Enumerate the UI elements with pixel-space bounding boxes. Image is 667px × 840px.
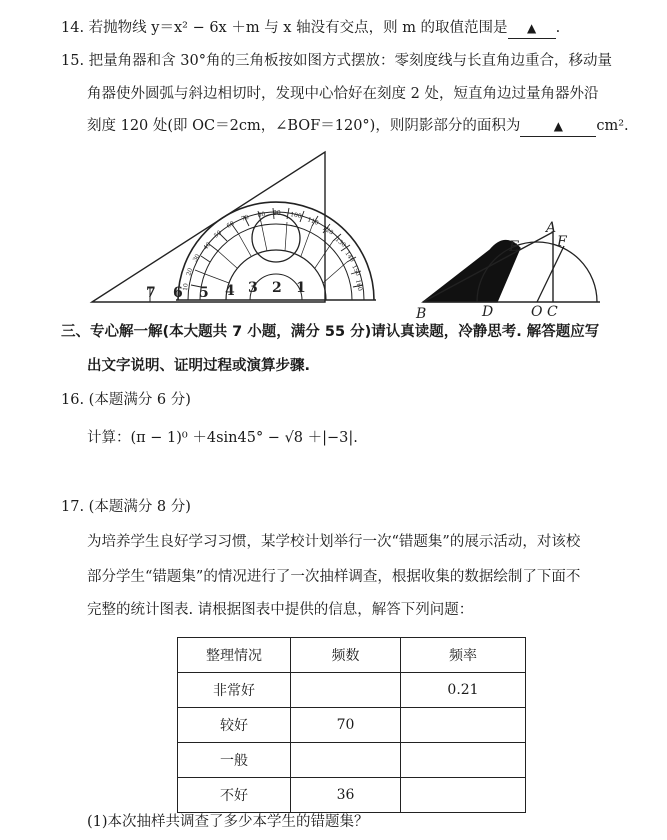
svg-text:60: 60 xyxy=(225,219,236,230)
table-header-row xyxy=(178,638,526,673)
label-B: B xyxy=(416,306,427,322)
ruler-num-2: 2 xyxy=(272,280,282,296)
table-row xyxy=(178,708,526,743)
q14-suffix: . xyxy=(555,20,561,36)
table-cell: 较好 xyxy=(178,708,291,743)
table-cell xyxy=(401,778,526,813)
table-header-cell: 频率 xyxy=(401,638,526,673)
label-F: F xyxy=(557,234,567,250)
stat-table xyxy=(177,637,526,813)
label-E: E xyxy=(509,239,520,255)
table-cell: 0.21 xyxy=(401,673,526,708)
svg-text:30: 30 xyxy=(191,252,202,263)
label-D: D xyxy=(482,304,494,320)
table-header-cell: 频数 xyxy=(291,638,401,673)
svg-text:20: 20 xyxy=(185,267,195,277)
question-16-header: 16. (本题满分 6 分) xyxy=(61,392,191,408)
table-row xyxy=(178,778,526,813)
ruler-num-4: 4 xyxy=(225,283,235,299)
svg-text:90: 90 xyxy=(273,210,281,217)
svg-text:110: 110 xyxy=(306,216,320,227)
svg-text:120: 120 xyxy=(321,224,335,237)
svg-text:80: 80 xyxy=(257,210,266,219)
svg-text:140: 140 xyxy=(343,250,356,264)
question-17-line3: 完整的统计图表. 请根据图表中提供的信息，解答下列问题： xyxy=(87,602,474,618)
table-cell xyxy=(291,673,401,708)
question-17-line2: 部分学生“错题集”的情况进行了一次抽样调查，根据收集的数据绘制了下面不 xyxy=(87,569,581,585)
svg-text:130: 130 xyxy=(333,236,347,249)
section-3-heading-line1: 三、专心解一解(本大题共 7 小题，满分 55 分)请认真读题，冷静思考. 解答题应写 xyxy=(61,324,600,340)
ruler-numbers xyxy=(146,280,306,301)
table-cell xyxy=(401,708,526,743)
table-header-cell: 整理情况 xyxy=(178,638,291,673)
label-O: O xyxy=(531,304,543,320)
ruler-num-6: 6 xyxy=(173,285,183,301)
svg-text:50: 50 xyxy=(212,229,224,240)
ruler-num-3: 3 xyxy=(248,280,258,296)
svg-text:40: 40 xyxy=(202,240,213,252)
svg-text:70: 70 xyxy=(240,213,250,223)
svg-text:100: 100 xyxy=(289,211,303,220)
ruler-num-5: 5 xyxy=(199,285,209,301)
question-15-line2: 角器使外圆弧与斜边相切时，发现中心恰好在刻度 2 处，短直角边过量角器外沿 xyxy=(87,86,599,102)
triangle-ruler xyxy=(92,152,325,302)
svg-text:150: 150 xyxy=(350,263,362,278)
q15-line3-text: 刻度 120 处(即 OC＝2cm，∠BOF＝120°)，则阴影部分的面积为 xyxy=(87,118,521,134)
table-row xyxy=(178,743,526,778)
table-cell: 70 xyxy=(291,708,401,743)
question-15-line1: 15. 把量角器和含 30°角的三角板按如图方式摆放：零刻度线与长直角边重合，移动量 xyxy=(61,53,612,69)
table-cell: 不好 xyxy=(178,778,291,813)
question-17-sub1: (1)本次抽样共调查了多少本学生的错题集？ xyxy=(87,814,369,830)
table-row xyxy=(178,673,526,708)
svg-text:160: 160 xyxy=(354,278,364,292)
section-3-heading-line2: 出文字说明、证明过程或演算步骤. xyxy=(87,358,311,374)
q15-blank-triangle: ▲ xyxy=(553,119,563,133)
svg-text:10: 10 xyxy=(182,282,190,292)
table-cell: 非常好 xyxy=(178,673,291,708)
table-cell: 36 xyxy=(291,778,401,813)
label-A: A xyxy=(546,220,557,236)
ruler-num-1: 1 xyxy=(296,280,306,296)
question-17-header: 17. (本题满分 8 分) xyxy=(61,499,191,515)
q15-unit: cm². xyxy=(596,118,629,134)
table-cell: 一般 xyxy=(178,743,291,778)
table-cell xyxy=(291,743,401,778)
question-16-body: 计算：(π − 1)⁰ ＋4sin45° − √8 ＋|−3|. xyxy=(87,430,358,446)
q14-text: 14. 若抛物线 y＝x² − 6x ＋m 与 x 轴没有交点，则 m 的取值范围是 xyxy=(61,20,508,36)
label-C: C xyxy=(547,304,558,320)
table-cell xyxy=(401,743,526,778)
q14-blank-triangle: ▲ xyxy=(526,21,537,35)
shaded-region xyxy=(423,240,520,302)
ruler-num-7: 7 xyxy=(146,285,156,301)
question-17-line1: 为培养学生良好学习习惯，某学校计划举行一次“错题集”的展示活动，对该校 xyxy=(87,534,581,550)
